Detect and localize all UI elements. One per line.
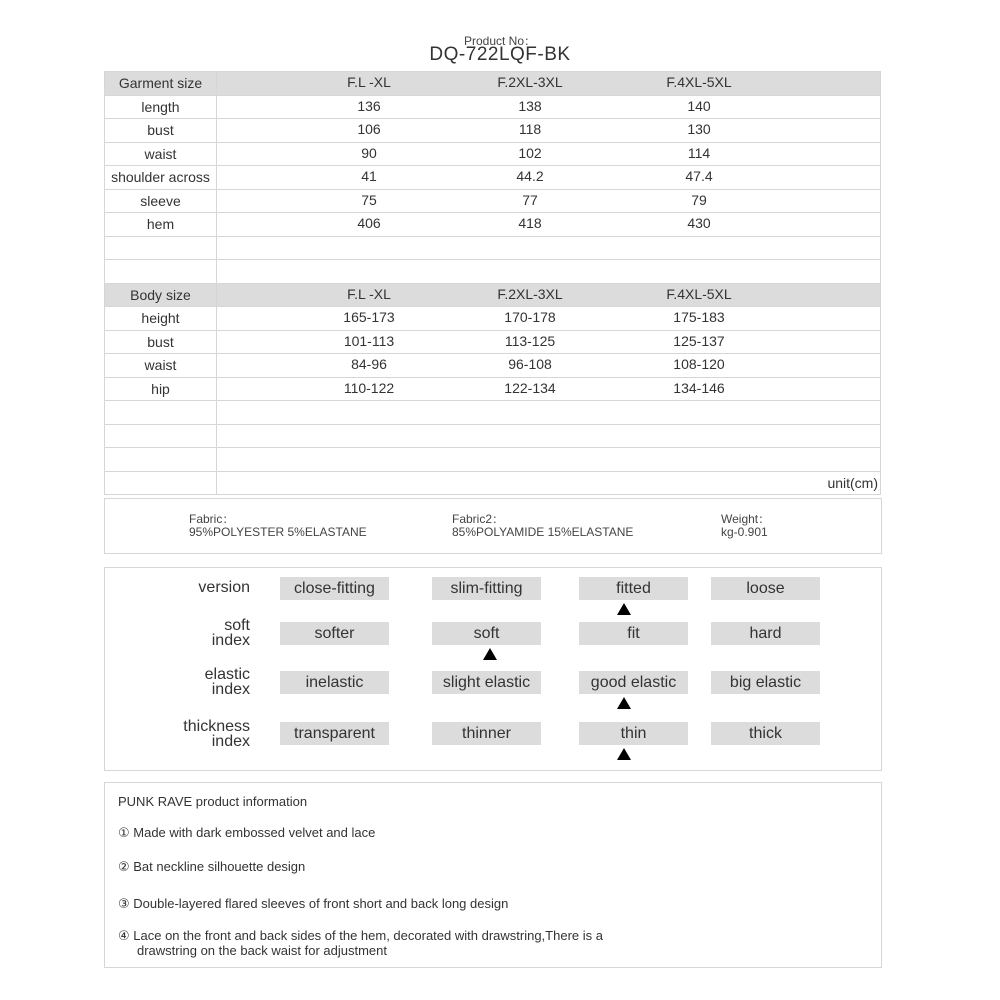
soft-option-1: softer bbox=[280, 622, 389, 645]
cell-value: 138 bbox=[518, 97, 542, 114]
cell-value: 406 bbox=[357, 215, 381, 232]
elastic-option-4: big elastic bbox=[711, 671, 820, 694]
cell-value: 118 bbox=[518, 121, 542, 138]
product-number-label: Product No： bbox=[463, 34, 537, 48]
cell-value: 44.2 bbox=[516, 168, 544, 185]
fabric1-value: 95%POLYESTER 5%ELASTANE bbox=[189, 525, 367, 539]
cell-value: 113-125 bbox=[504, 332, 556, 349]
cell-value: 175-183 bbox=[673, 309, 725, 326]
size-col-3: F.4XL-5XL bbox=[666, 74, 732, 91]
cell-value: 77 bbox=[522, 191, 538, 208]
elastic-option-3: good elastic bbox=[579, 671, 688, 694]
table-row bbox=[105, 213, 881, 237]
version-option-1: close-fitting bbox=[280, 577, 389, 600]
body-header-row bbox=[105, 283, 881, 307]
cell-value: 90 bbox=[361, 144, 377, 161]
unit-label: unit(cm) bbox=[827, 474, 878, 491]
version-label: version bbox=[198, 579, 250, 596]
cell-value: 101-113 bbox=[343, 332, 395, 349]
size-col-1: F.L -XL bbox=[347, 285, 391, 302]
table-row bbox=[105, 166, 881, 190]
cell-value: 96-108 bbox=[508, 356, 552, 373]
row-label: sleeve bbox=[105, 189, 217, 213]
cell-value: 84-96 bbox=[351, 356, 387, 373]
thickness-index-label: thickness index bbox=[183, 718, 250, 750]
cell-value: 418 bbox=[518, 215, 542, 232]
elastic-option-1: inelastic bbox=[280, 671, 389, 694]
fabric1-label: Fabric： bbox=[189, 512, 235, 526]
row-label: length bbox=[105, 95, 217, 119]
cell-value: 108-120 bbox=[673, 356, 725, 373]
cell-value: 114 bbox=[687, 144, 711, 161]
row-label: height bbox=[105, 307, 217, 331]
row-label: hem bbox=[105, 213, 217, 237]
product-number: DQ-722LQF-BK bbox=[429, 44, 571, 65]
row-label: bust bbox=[105, 330, 217, 354]
empty-row bbox=[105, 236, 881, 260]
cell-value: 140 bbox=[687, 97, 711, 114]
cell-value: 122-134 bbox=[504, 379, 556, 396]
soft-index-label: soft index bbox=[211, 617, 250, 649]
thickness-option-4: thick bbox=[711, 722, 820, 745]
info-item-4-continued: drawstring on the back waist for adjustment bbox=[137, 943, 388, 958]
version-option-2: slim-fitting bbox=[432, 577, 541, 600]
cell-value: 136 bbox=[357, 97, 381, 114]
empty-row bbox=[105, 401, 881, 425]
empty-row bbox=[105, 260, 881, 284]
row-label: hip bbox=[105, 377, 217, 401]
table-row bbox=[105, 95, 881, 119]
version-selected-arrow-icon bbox=[617, 603, 631, 615]
elastic-selected-arrow-icon bbox=[617, 697, 631, 709]
weight-label: Weight： bbox=[721, 512, 771, 526]
row-label: waist bbox=[105, 142, 217, 166]
table-row bbox=[105, 307, 881, 331]
cell-value: 106 bbox=[357, 121, 381, 138]
info-item-2: ② Bat neckline silhouette design bbox=[118, 859, 306, 874]
row-label: bust bbox=[105, 119, 217, 143]
table-row bbox=[105, 142, 881, 166]
elastic-index-label: elastic index bbox=[204, 666, 250, 698]
fabric2-label: Fabric2： bbox=[452, 512, 505, 526]
fabric-panel bbox=[104, 498, 882, 554]
version-option-3: fitted bbox=[579, 577, 688, 600]
table-row bbox=[105, 119, 881, 143]
size-col-2: F.2XL-3XL bbox=[497, 285, 563, 302]
body-title: Body size bbox=[105, 283, 217, 307]
cell-value: 170-178 bbox=[504, 309, 556, 326]
table-row bbox=[105, 377, 881, 401]
size-col-1: F.L -XL bbox=[347, 74, 391, 91]
soft-option-2: soft bbox=[432, 622, 541, 645]
garment-size-table bbox=[104, 71, 881, 495]
unit-row bbox=[105, 471, 881, 495]
row-label: waist bbox=[105, 354, 217, 378]
cell-value: 110-122 bbox=[343, 379, 395, 396]
cell-value: 102 bbox=[518, 144, 542, 161]
garment-header-row bbox=[105, 72, 881, 96]
table-row bbox=[105, 354, 881, 378]
info-item-1: ① Made with dark embossed velvet and lace bbox=[118, 825, 376, 840]
row-label: shoulder across bbox=[105, 166, 217, 190]
soft-option-4: hard bbox=[711, 622, 820, 645]
soft-option-3: fit bbox=[579, 622, 688, 645]
cell-value: 165-173 bbox=[343, 309, 395, 326]
cell-value: 41 bbox=[361, 168, 377, 185]
weight-value: kg-0.901 bbox=[721, 525, 768, 539]
thickness-option-1: transparent bbox=[280, 722, 389, 745]
cell-value: 134-146 bbox=[673, 379, 725, 396]
size-col-3: F.4XL-5XL bbox=[666, 285, 732, 302]
fabric2-value: 85%POLYAMIDE 15%ELASTANE bbox=[452, 525, 634, 539]
cell-value: 125-137 bbox=[673, 332, 725, 349]
thickness-selected-arrow-icon bbox=[617, 748, 631, 760]
size-col-2: F.2XL-3XL bbox=[497, 74, 563, 91]
elastic-option-2: slight elastic bbox=[432, 671, 541, 694]
thickness-option-3: thin bbox=[579, 722, 688, 745]
info-item-3: ③ Double-layered flared sleeves of front short and back long design bbox=[118, 896, 509, 911]
empty-row bbox=[105, 424, 881, 448]
cell-value: 75 bbox=[361, 191, 377, 208]
cell-value: 79 bbox=[691, 191, 707, 208]
table-row bbox=[105, 330, 881, 354]
info-item-4: ④ Lace on the front and back sides of the hem, decorated with drawstring,There is a bbox=[118, 928, 603, 943]
table-row bbox=[105, 189, 881, 213]
thickness-option-2: thinner bbox=[432, 722, 541, 745]
soft-selected-arrow-icon bbox=[483, 648, 497, 660]
cell-value: 47.4 bbox=[685, 168, 713, 185]
cell-value: 130 bbox=[687, 121, 711, 138]
cell-value: 430 bbox=[687, 215, 711, 232]
info-title: PUNK RAVE product information bbox=[118, 794, 308, 809]
garment-title: Garment size bbox=[105, 72, 217, 96]
version-option-4: loose bbox=[711, 577, 820, 600]
empty-row bbox=[105, 448, 881, 472]
